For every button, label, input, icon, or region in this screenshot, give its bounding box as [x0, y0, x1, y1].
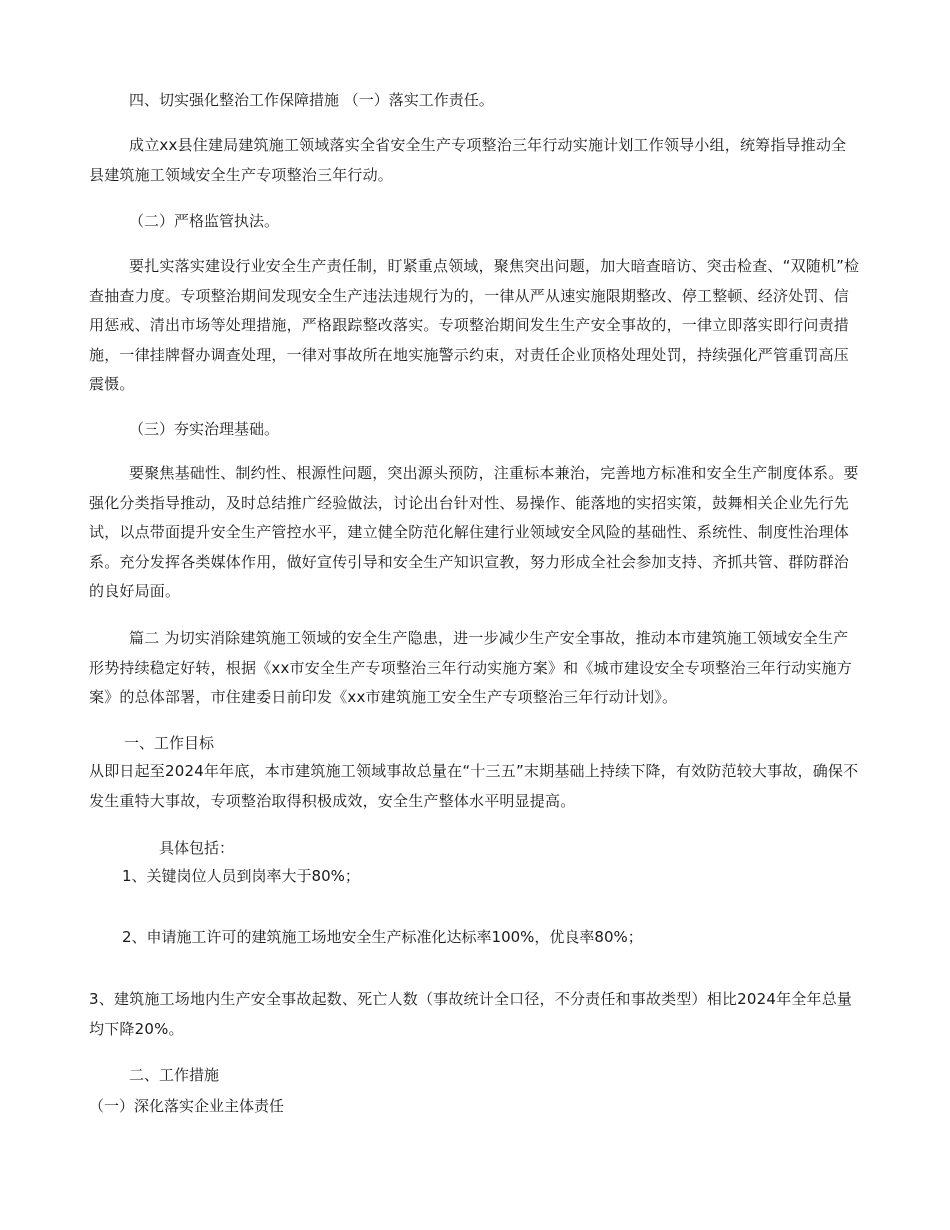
subsection-3-heading: （三）夯实治理基础。 [129, 420, 280, 438]
goal-item-1: 1、关键岗位人员到岗率大于80%； [122, 867, 360, 885]
subsection-2-heading: （二）严格监管执法。 [129, 212, 280, 230]
paragraph-supervision: 要扎实落实建设行业安全生产责任制，盯紧重点领域，聚焦突出问题，加大暗查暗访、突击检查、“双随机”检查抽查力度。专项整治期间发现安全生产违法违规行为的，一律从严从速实施限期整改、停工整顿、经济处罚、信用惩戒、清出市场等处理措施，严格跟踪整改落实。专项整治期间发生生产安全事故的，一律立即落实即行问责措施，一律挂牌督办调查处理，一律对事故所在地实施警示约束，对责任企业顶格处理处罚，持续强化严管重罚高压震慑。 [89, 257, 860, 393]
paragraph-part-two: 篇二 为切实消除建筑施工领域的安全生产隐患，进一步减少生产安全事故，推动本市建筑施工领域安全生产形势持续稳定好转，根据《xx市安全生产专项整治三年行动实施方案》和《城市建设安全专项整治三年行动实施方案》的总体部署，市住建委日前印发《xx市建筑施工安全生产专项整治三年行动计划》。 [89, 629, 852, 706]
goal-item-2: 2、申请施工许可的建筑施工场地安全生产标准化达标率100%，优良率80%； [122, 928, 643, 946]
measures-heading: 二、工作措施 [129, 1066, 220, 1084]
goal-heading: 一、工作目标 [124, 734, 215, 752]
paragraph-foundation: 要聚焦基础性、制约性、根源性问题，突出源头预防，注重标本兼治，完善地方标准和安全生产制度体系。要强化分类指导推动，及时总结推广经验做法，讨论出台针对性、易操作、能落地的实招实策，鼓舞相关企业先行先试，以点带面提升安全生产管控水平，建立健全防范化解住建行业领域安全风险的基础性、系统性、制度性治理体系。充分发挥各类媒体作用，做好宣传引导和安全生产知识宣教，努力形成全社会参加支持、齐抓共管、群防群治的良好局面。 [89, 464, 859, 600]
measures-subheading-1: （一）深化落实企业主体责任 [89, 1097, 285, 1115]
section-4-heading: 四、切实强化整治工作保障措施 （一）落实工作责任。 [129, 91, 494, 109]
specific-label: 具体包括： [159, 839, 235, 857]
goal-item-3: 3、建筑施工场地内生产安全事故起数、死亡人数（事故统计全口径，不分责任和事故类型）相比2024年全年总量均下降20%。 [89, 990, 853, 1038]
paragraph-goal: 从即日起至2024年年底，本市建筑施工领域事故总量在“十三五”末期基础上持续下降，有效防范较大事故，确保不发生重特大事故，专项整治取得积极成效，安全生产整体水平明显提高。 [89, 762, 859, 810]
paragraph-leading-group: 成立xx县住建局建筑施工领域落实全省安全生产专项整治三年行动实施计划工作领导小组，统筹指导推动全县建筑施工领域安全生产专项整治三年行动。 [89, 136, 847, 184]
